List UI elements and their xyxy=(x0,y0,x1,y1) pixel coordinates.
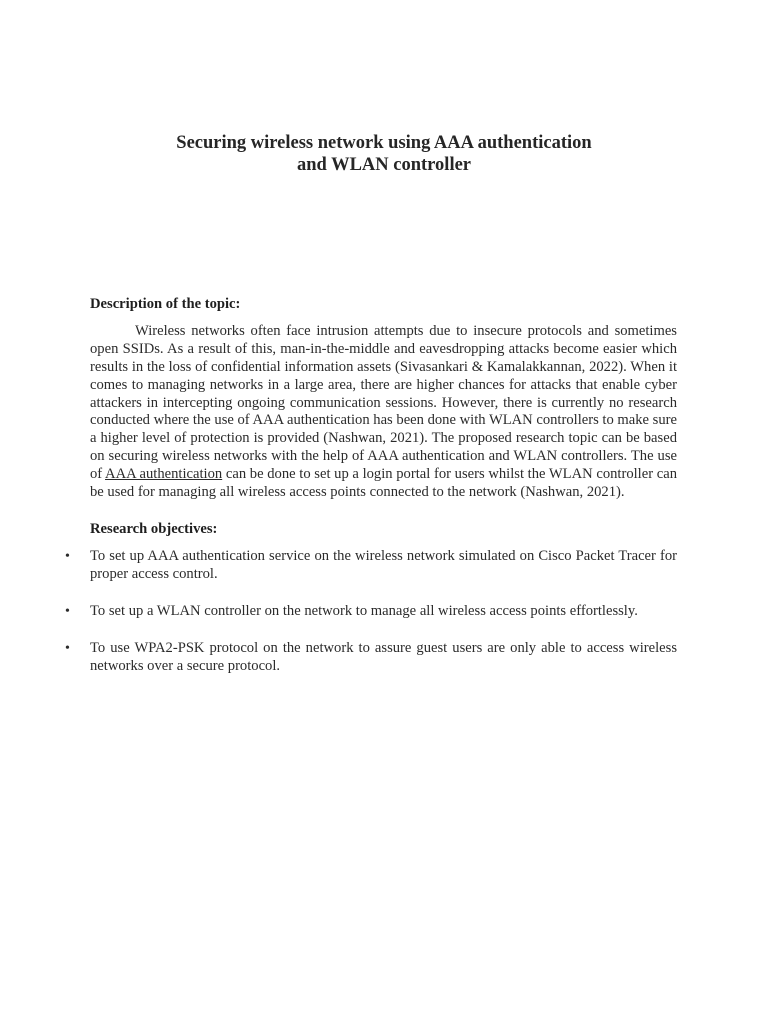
objectives-list xyxy=(65,547,677,676)
bullet-icon: • xyxy=(65,548,70,564)
bullet-icon: • xyxy=(65,640,70,656)
bullet-icon: • xyxy=(65,603,70,619)
document-body xyxy=(65,296,677,694)
paragraph-text-part-2: can be done to set up a login portal for users whilst the WLAN controller can be used for managing all wireless access points connected to the network (Nashwan, 2021). xyxy=(90,466,677,501)
description-heading: Description of the topic: xyxy=(90,296,241,312)
objectives-heading: Research objectives: xyxy=(90,520,218,537)
title-line-1: Securing wireless network using AAA authentication xyxy=(176,133,592,153)
title-line-2: and WLAN controller xyxy=(296,155,472,175)
objective-text: To set up AAA authentication service on the wireless network simulated on Cisco Packet Tracer for proper access control. xyxy=(90,547,677,582)
list-item xyxy=(65,547,677,584)
description-paragraph xyxy=(90,323,677,502)
objective-text: To set up a WLAN controller on the network to manage all wireless access points effortlessly. xyxy=(90,602,638,619)
objective-text: To use WPA2-PSK protocol on the network to assure guest users are only able to access wireless networks over a secure protocol. xyxy=(90,639,677,674)
list-item xyxy=(65,639,677,676)
aaa-authentication-link[interactable]: AAA authentication xyxy=(105,466,223,483)
paragraph-text-part-1: Wireless networks often face intrusion attempts due to insecure protocols and sometimes open SSIDs. As a result of this, man-in-the-middle and eavesdropping attacks become easier which results in the loss of confidential information assets (Sivasankari & Kamalakkannan, 2022). When it comes to managing networks in a large area, there are higher chances for attacks that enable cyber attackers in intercepting ongoing communication sessions. However, there is currently no research conducted where the use of AAA authentication has been done with WLAN controllers to make sure a higher level of protection is provided (Nashwan, 2021). The proposed research topic can be based on securing wireless networks with the help of AAA authentication and WLAN controllers. The use of xyxy=(90,322,677,483)
list-item xyxy=(65,602,677,621)
document-title xyxy=(0,132,768,176)
